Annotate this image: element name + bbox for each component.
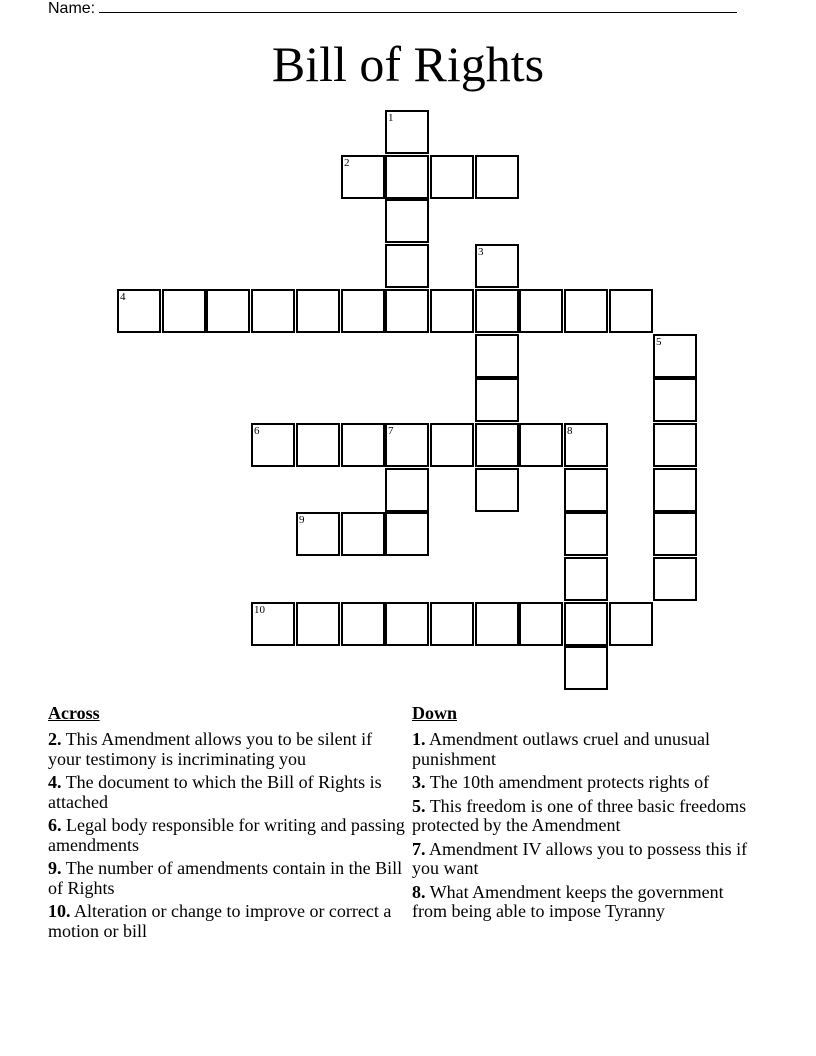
crossword-cell[interactable] <box>341 289 385 333</box>
crossword-cell[interactable] <box>475 334 519 378</box>
clue-number: 4. <box>48 772 62 792</box>
crossword-cell[interactable] <box>475 244 519 288</box>
crossword-cell[interactable] <box>475 468 519 512</box>
crossword-cell[interactable] <box>564 289 608 333</box>
across-clue <box>48 773 408 812</box>
crossword-cell[interactable] <box>564 423 608 467</box>
crossword-cell[interactable] <box>564 557 608 601</box>
clue-text: The document to which the Bill of Rights is attached <box>48 772 382 812</box>
down-clue <box>412 797 752 836</box>
down-clue <box>412 840 752 879</box>
cell-number: 8 <box>567 425 573 437</box>
clue-text: Amendment outlaws cruel and unusual punishment <box>412 729 710 769</box>
crossword-cell[interactable] <box>296 289 340 333</box>
clue-number: 10. <box>48 901 71 921</box>
clue-text: Amendment IV allows you to possess this if you want <box>412 838 748 878</box>
crossword-cell[interactable] <box>341 602 385 646</box>
crossword-cell[interactable] <box>206 289 250 333</box>
clue-number: 3. <box>412 772 426 792</box>
clue-text: The number of amendments contain in the Bill of Rights <box>48 858 403 898</box>
crossword-cell[interactable] <box>653 423 697 467</box>
clue-number: 9. <box>48 858 62 878</box>
clue-text: Legal body responsible for writing and passing amendments <box>48 815 405 855</box>
crossword-cell[interactable] <box>564 512 608 556</box>
crossword-cell[interactable] <box>609 289 653 333</box>
crossword-cell[interactable] <box>564 602 608 646</box>
crossword-cell[interactable] <box>296 602 340 646</box>
crossword-cell[interactable] <box>296 512 340 556</box>
crossword-cell[interactable] <box>475 602 519 646</box>
crossword-cell[interactable] <box>385 199 429 243</box>
crossword-cell[interactable] <box>475 155 519 199</box>
cell-number: 3 <box>478 246 484 258</box>
crossword-cell[interactable] <box>653 334 697 378</box>
clue-number: 8. <box>412 881 426 902</box>
crossword-cell[interactable] <box>385 468 429 512</box>
cell-number: 9 <box>299 514 305 526</box>
clue-number: 1. <box>412 729 426 749</box>
crossword-cell[interactable] <box>519 423 563 467</box>
puzzle-title: Bill of Rights <box>271 36 545 92</box>
across-clue <box>48 902 408 941</box>
cell-number: 7 <box>388 425 394 437</box>
crossword-cell[interactable] <box>385 512 429 556</box>
crossword-cell[interactable] <box>653 557 697 601</box>
crossword-cell[interactable] <box>251 602 295 646</box>
crossword-cell[interactable] <box>251 423 295 467</box>
crossword-cell[interactable] <box>385 289 429 333</box>
clue-number: 7. <box>412 838 426 859</box>
crossword-cell[interactable] <box>385 244 429 288</box>
crossword-cell[interactable] <box>117 289 161 333</box>
crossword-cell[interactable] <box>385 602 429 646</box>
cell-number: 2 <box>344 157 350 169</box>
across-heading: Across <box>48 703 100 723</box>
crossword-cell[interactable] <box>430 423 474 467</box>
down-clue <box>412 883 752 922</box>
clue-number: 5. <box>412 795 426 816</box>
crossword-cell[interactable] <box>475 423 519 467</box>
crossword-cell[interactable] <box>564 468 608 512</box>
crossword-cell[interactable] <box>341 155 385 199</box>
crossword-cell[interactable] <box>653 468 697 512</box>
crossword-cell[interactable] <box>296 423 340 467</box>
crossword-cell[interactable] <box>475 289 519 333</box>
clue-text: Alteration or change to improve or correct a motion or bill <box>48 901 392 941</box>
across-clue <box>48 816 408 855</box>
clue-text: This Amendment allows you to be silent if your testimony is incriminating you <box>48 729 373 769</box>
across-clue <box>48 859 408 898</box>
cell-number: 5 <box>656 336 662 348</box>
cell-number: 1 <box>388 112 394 124</box>
across-clue <box>48 730 408 769</box>
crossword-cell[interactable] <box>475 378 519 422</box>
clue-number: 2. <box>48 729 62 749</box>
cell-number: 6 <box>254 425 260 437</box>
crossword-cell[interactable] <box>341 423 385 467</box>
across-clues <box>48 702 408 945</box>
clue-number: 6. <box>48 815 62 835</box>
down-clues <box>412 702 752 926</box>
down-clue <box>412 730 752 769</box>
crossword-cell[interactable] <box>385 155 429 199</box>
crossword-cell[interactable] <box>385 110 429 154</box>
clue-text: What Amendment keeps the government from being able to impose Tyranny <box>412 881 724 921</box>
crossword-cell[interactable] <box>430 602 474 646</box>
crossword-cell[interactable] <box>162 289 206 333</box>
crossword-cell[interactable] <box>564 646 608 690</box>
cell-number: 10 <box>254 604 265 616</box>
crossword-cell[interactable] <box>385 423 429 467</box>
clue-text: The 10th amendment protects rights of <box>429 772 710 792</box>
cell-number: 4 <box>120 291 126 303</box>
crossword-cell[interactable] <box>251 289 295 333</box>
crossword-cell[interactable] <box>519 602 563 646</box>
crossword-cell[interactable] <box>609 602 653 646</box>
down-clue <box>412 773 752 793</box>
crossword-cell[interactable] <box>653 512 697 556</box>
down-heading: Down <box>412 703 458 723</box>
clue-text: This freedom is one of three basic freedoms protected by the Amendment <box>412 795 747 835</box>
crossword-cell[interactable] <box>341 512 385 556</box>
crossword-cell[interactable] <box>430 289 474 333</box>
name-label: Name: <box>48 0 96 17</box>
crossword-cell[interactable] <box>519 289 563 333</box>
crossword-cell[interactable] <box>430 155 474 199</box>
crossword-cell[interactable] <box>653 378 697 422</box>
